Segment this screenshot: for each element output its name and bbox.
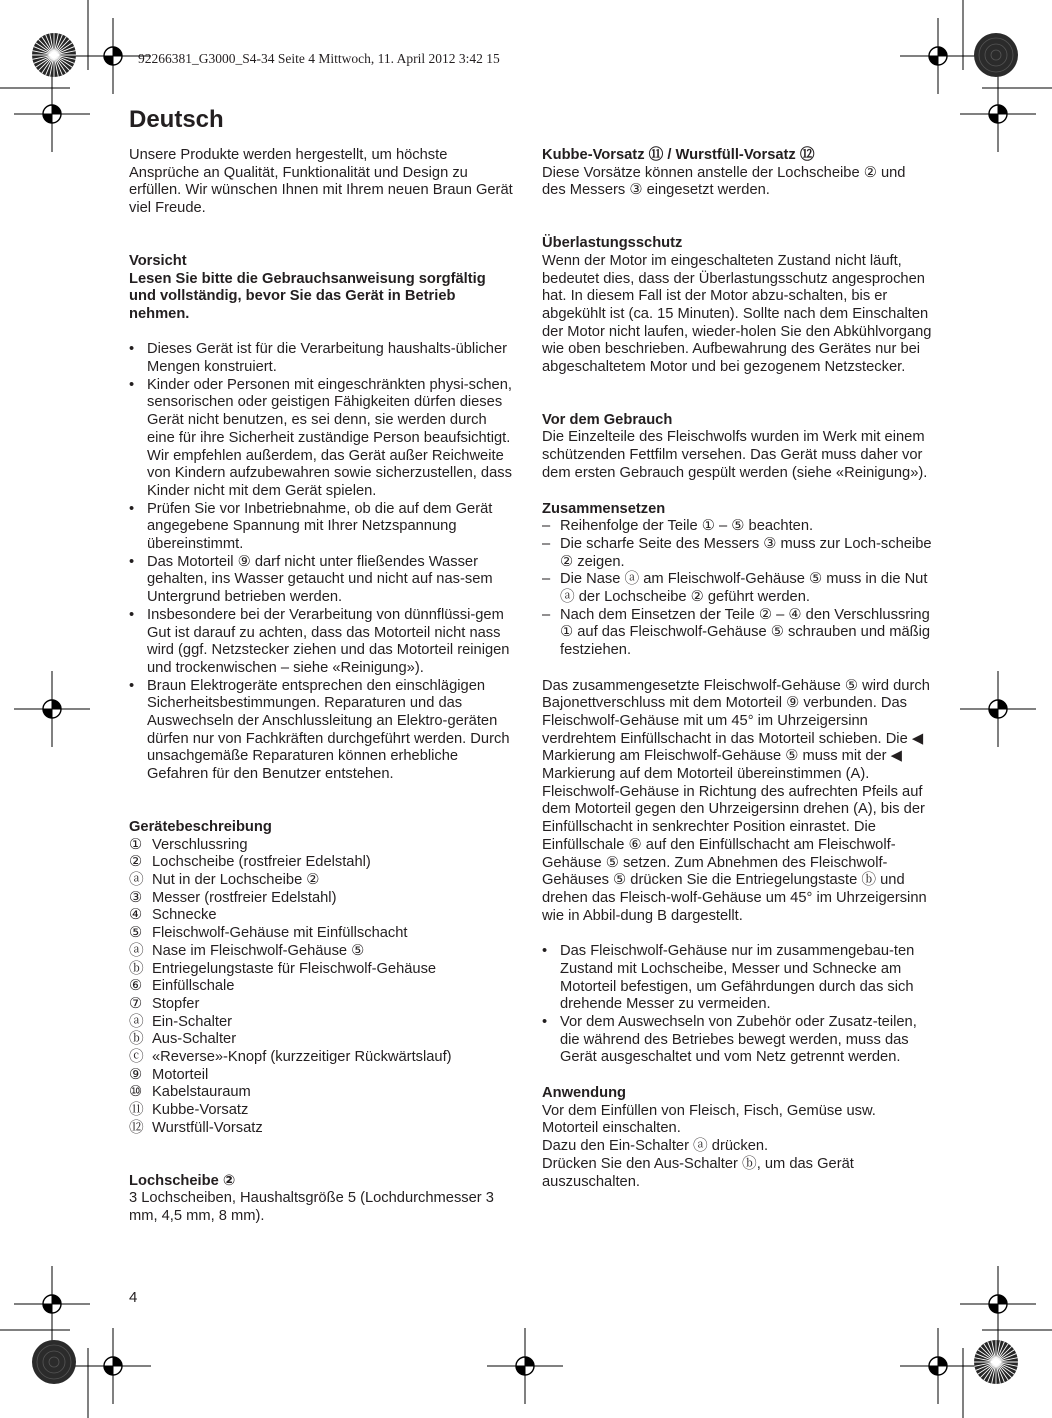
part-label: Fleischwolf-Gehäuse mit Einfüllschacht: [152, 925, 408, 942]
part-number: ④: [129, 907, 143, 924]
attachments-text: Diese Vorsätze können anstelle der Lochscheibe ② und des Messers ③ eingesetzt werden.: [542, 164, 906, 199]
list-item: [129, 907, 513, 925]
attachments-section: [542, 147, 932, 200]
list-item: [129, 890, 513, 908]
assembly-section: [542, 501, 932, 1067]
part-number: ⓑ: [129, 1031, 144, 1048]
list-item: • Das Motorteil ⑨ darf nicht unter fließendes Wasser gehalten, ins Wasser getaucht und nicht auf nas-sem Untergrund betrieben werden.: [129, 554, 513, 607]
overload-text: Wenn der Motor im eingeschalteten Zustand nicht läuft, bedeutet dies, dass der Überlastungsschutz angesprochen hat. In diesem Fall ist der Motor abzu-schalten, bis er abgekühlt ist (ca. 15 Minuten). Sollte nach dem Einschalten der Motor nicht laufen, wieder-holen Sie den Abkühlvorgang wie oben beschrieben. Aufbewahrung des Gerätes nur bei abgeschaltetem Motor und bei gezogenem Netzstecker.: [542, 252, 932, 376]
caution-section: [129, 253, 513, 784]
list-item: [129, 943, 513, 961]
right-column: [542, 147, 932, 1191]
part-number: ①: [129, 836, 143, 853]
part-number: ⓐ: [129, 942, 144, 959]
part-number: ⑪: [129, 1102, 144, 1119]
part-label: Entriegelungstaste für Fleischwolf-Gehäuse: [152, 960, 437, 977]
safety-list: [129, 341, 513, 784]
part-label: Stopfer: [152, 995, 200, 1012]
usage-heading: Anwendung: [542, 1085, 627, 1102]
list-item: • Insbesondere bei der Verarbeitung von dünnflüssi-gem Gut ist darauf zu achten, dass das Motorteil nicht nass wird (ggf. Netzstecker ziehen und das Motorteil reinigen und trockenwischen – siehe «Reinigung»).: [129, 607, 513, 678]
list-item: [129, 1102, 513, 1120]
assembly-text-part-1: Das zusammengesetzte Fleischwolf-Gehäuse ⑤ wird durch Bajonettverschluss mit dem Motorteil ⑨ verbunden. Das Fleischwolf-Gehäuse mit um 45° im Uhrzeigersinn verdrehtem Einfüllschacht in das Motorteil schieben. Die: [542, 677, 930, 747]
disc-heading: Lochscheibe ②: [129, 1172, 236, 1189]
part-label: Lochscheibe (rostfreier Edelstahl): [152, 854, 371, 871]
list-item: [129, 978, 513, 996]
triangle-marker-icon: ◀: [911, 730, 924, 747]
list-item: [129, 1031, 513, 1049]
usage-line: Drücken Sie den Aus-Schalter ⓑ, um das Gerät auszuschalten.: [542, 1155, 854, 1190]
usage-line: Vor dem Einfüllen von Fleisch, Fisch, Gemüse usw. Motorteil einschalten.: [542, 1102, 876, 1137]
page-number: 4: [129, 1289, 138, 1306]
caution-heading: Vorsicht: [129, 252, 187, 269]
description-heading: Gerätebeschreibung: [129, 818, 272, 835]
list-item: • Dieses Gerät ist für die Verarbeitung haushalts-üblicher Mengen konstruiert.: [129, 341, 513, 376]
list-item: – Die Nase ⓐ am Fleischwolf-Gehäuse ⑤ muss in die Nut ⓐ der Lochscheibe ② geführt werden.: [542, 571, 932, 606]
assembly-heading: Zusammensetzen: [542, 500, 666, 517]
triangle-marker-icon: ◀: [890, 748, 902, 765]
left-column: [129, 147, 513, 1226]
list-item: [129, 996, 513, 1014]
list-item: [129, 1067, 513, 1085]
description-section: [129, 819, 513, 1138]
list-item: • Das Fleischwolf-Gehäuse nur im zusammengebau-ten Zustand mit Lochscheibe, Messer und Schnecke am Motorteil befestigen, um Gefährdungen durch das sich drehende Messer zu vermeiden.: [542, 943, 932, 1014]
list-item: [129, 1014, 513, 1032]
part-label: Ein-Schalter: [152, 1013, 232, 1030]
assembly-steps: [542, 518, 932, 660]
caution-warning: Lesen Sie bitte die Gebrauchsanweisung sorgfältig und vollständig, bevor Sie das Gerät in Betrieb nehmen.: [129, 270, 486, 322]
attachments-heading: Kubbe-Vorsatz ⑪ / Wurstfüll-Vorsatz ⑫: [542, 147, 815, 163]
part-number: ⑩: [129, 1084, 143, 1101]
before-use-text: Die Einzelteile des Fleischwolfs wurden im Werk mit einem schützenden Fettfilm versehen. Das Gerät muss daher vor dem ersten Gebrauch gespült werden (siehe «Reinigung»).: [542, 429, 928, 481]
part-label: Motorteil: [152, 1066, 209, 1083]
parts-list: [129, 837, 513, 1138]
part-label: Schnecke: [152, 907, 217, 924]
part-label: Kubbe-Vorsatz: [152, 1102, 249, 1119]
list-item: • Kinder oder Personen mit eingeschränkten physi-schen, sensorischen oder geistigen Fähigkeiten dürfen dieses Gerät nicht benutzen, es sei denn, sie werden durch eine für ihre Sicherheit zuständige Person beaufsichtigt. Wir empfehlen außerdem, das Gerät außer Reichweite von Kindern aufzubewahren sowie sicherzustellen, dass Kinder nicht mit dem Gerät spielen.: [129, 377, 513, 501]
list-item: [129, 1049, 513, 1067]
part-number: ⓒ: [129, 1049, 144, 1066]
usage-section: [542, 1085, 932, 1191]
list-item: – Reihenfolge der Teile ① – ⑤ beachten.: [542, 518, 932, 536]
list-item: [129, 1084, 513, 1102]
page-title: Deutsch: [129, 106, 224, 133]
intro-paragraph: Unsere Produkte werden hergestellt, um höchste Ansprüche an Qualität, Funktionalität und Design zu erfüllen. Wir wünschen Ihnen mit Ihrem neuen Braun Gerät viel Freude.: [129, 147, 513, 217]
part-number: ②: [129, 854, 143, 871]
list-item: • Braun Elektrogeräte entsprechen den einschlägigen Sicherheitsbestimmungen. Reparaturen und das Auswechseln der Anschlussleitung an Elektro-geräten dürfen nur von Fachkräften durchgeführt werden. Durch unsachgemäße Reparaturen können erhebliche Gefahren für den Benutzer entstehen.: [129, 678, 513, 784]
part-number: ⑦: [129, 995, 143, 1012]
part-label: Verschlussring: [152, 836, 248, 853]
part-label: Kabelstauraum: [152, 1084, 251, 1101]
disc-section: [129, 1173, 513, 1226]
part-label: Nase im Fleischwolf-Gehäuse ⑤: [152, 942, 365, 959]
assembly-text-part-3: Markierung auf dem Motorteil übereinstimmen (A). Fleischwolf-Gehäuse in Richtung des aufrechten Pfeils auf dem Motorteil gegen den Uhrzeigersinn drehen (A), bis der Einfüllschacht in senkrechter Position einrastet. Die Einfüllschale ⑥ auf den Einfüllschacht am Fleischwolf-Gehäuse ⑤ setzen. Zum Abnehmen des Fleischwolf-Gehäuses ⑤ drücken Sie die Entriegelungstaste ⓑ und drehen das Fleisch-wolf-Gehäuse um 45° im Uhrzeigersinn wie in Abbil-dung B dargestellt.: [542, 766, 927, 924]
part-number: ③: [129, 889, 143, 906]
part-number: ⓑ: [129, 960, 144, 977]
list-item: • Prüfen Sie vor Inbetriebnahme, ob die auf dem Gerät angegebene Spannung mit Ihrer Netzspannung übereinstimmt.: [129, 501, 513, 554]
list-item: [129, 872, 513, 890]
part-label: Aus-Schalter: [152, 1031, 237, 1048]
disc-text: 3 Lochscheiben, Haushaltsgröße 5 (Lochdurchmesser 3 mm, 4,5 mm, 8 mm).: [129, 1190, 494, 1224]
part-label: «Reverse»-Knopf (kurzzeitiger Rückwärtslauf): [152, 1049, 452, 1066]
list-item: [129, 854, 513, 872]
part-number: ⑨: [129, 1066, 143, 1083]
before-use-section: [542, 412, 932, 483]
before-use-heading: Vor dem Gebrauch: [542, 411, 673, 428]
list-item: [129, 925, 513, 943]
assembly-paragraph: [542, 678, 932, 926]
part-number: ⑫: [129, 1119, 144, 1136]
part-label: Messer (rostfreier Edelstahl): [152, 889, 337, 906]
overload-section: [542, 235, 932, 377]
list-item: [129, 1120, 513, 1138]
list-item: • Vor dem Auswechseln von Zubehör oder Zusatz-teilen, die während des Betriebes bewegt werden, muss das Gerät ausgeschaltet und vom Netz getrennt werden.: [542, 1014, 932, 1067]
list-item: [129, 961, 513, 979]
part-label: Einfüllschale: [152, 978, 235, 995]
part-label: Wurstfüll-Vorsatz: [152, 1119, 263, 1136]
list-item: [129, 837, 513, 855]
assembly-text-part-2: Markierung am Fleischwolf-Gehäuse ⑤ muss mit der: [542, 748, 887, 765]
overload-heading: Überlastungsschutz: [542, 235, 683, 252]
print-slug: 92266381_G3000_S4-34 Seite 4 Mittwoch, 11. April 2012 3:42 15: [138, 51, 500, 66]
part-number: ⓐ: [129, 1013, 144, 1030]
part-number: ⑥: [129, 978, 143, 995]
assembly-notes: [542, 943, 932, 1067]
usage-line: Dazu den Ein-Schalter ⓐ drücken.: [542, 1138, 769, 1155]
part-label: Nut in der Lochscheibe ②: [152, 872, 320, 888]
part-number: ⓐ: [129, 872, 144, 888]
part-number: ⑤: [129, 925, 143, 942]
list-item: – Die scharfe Seite des Messers ③ muss zur Loch-scheibe ② zeigen.: [542, 536, 932, 571]
list-item: – Nach dem Einsetzen der Teile ② – ④ den Verschlussring ① auf das Fleischwolf-Gehäuse ⑤ schrauben und mäßig festziehen.: [542, 607, 932, 660]
